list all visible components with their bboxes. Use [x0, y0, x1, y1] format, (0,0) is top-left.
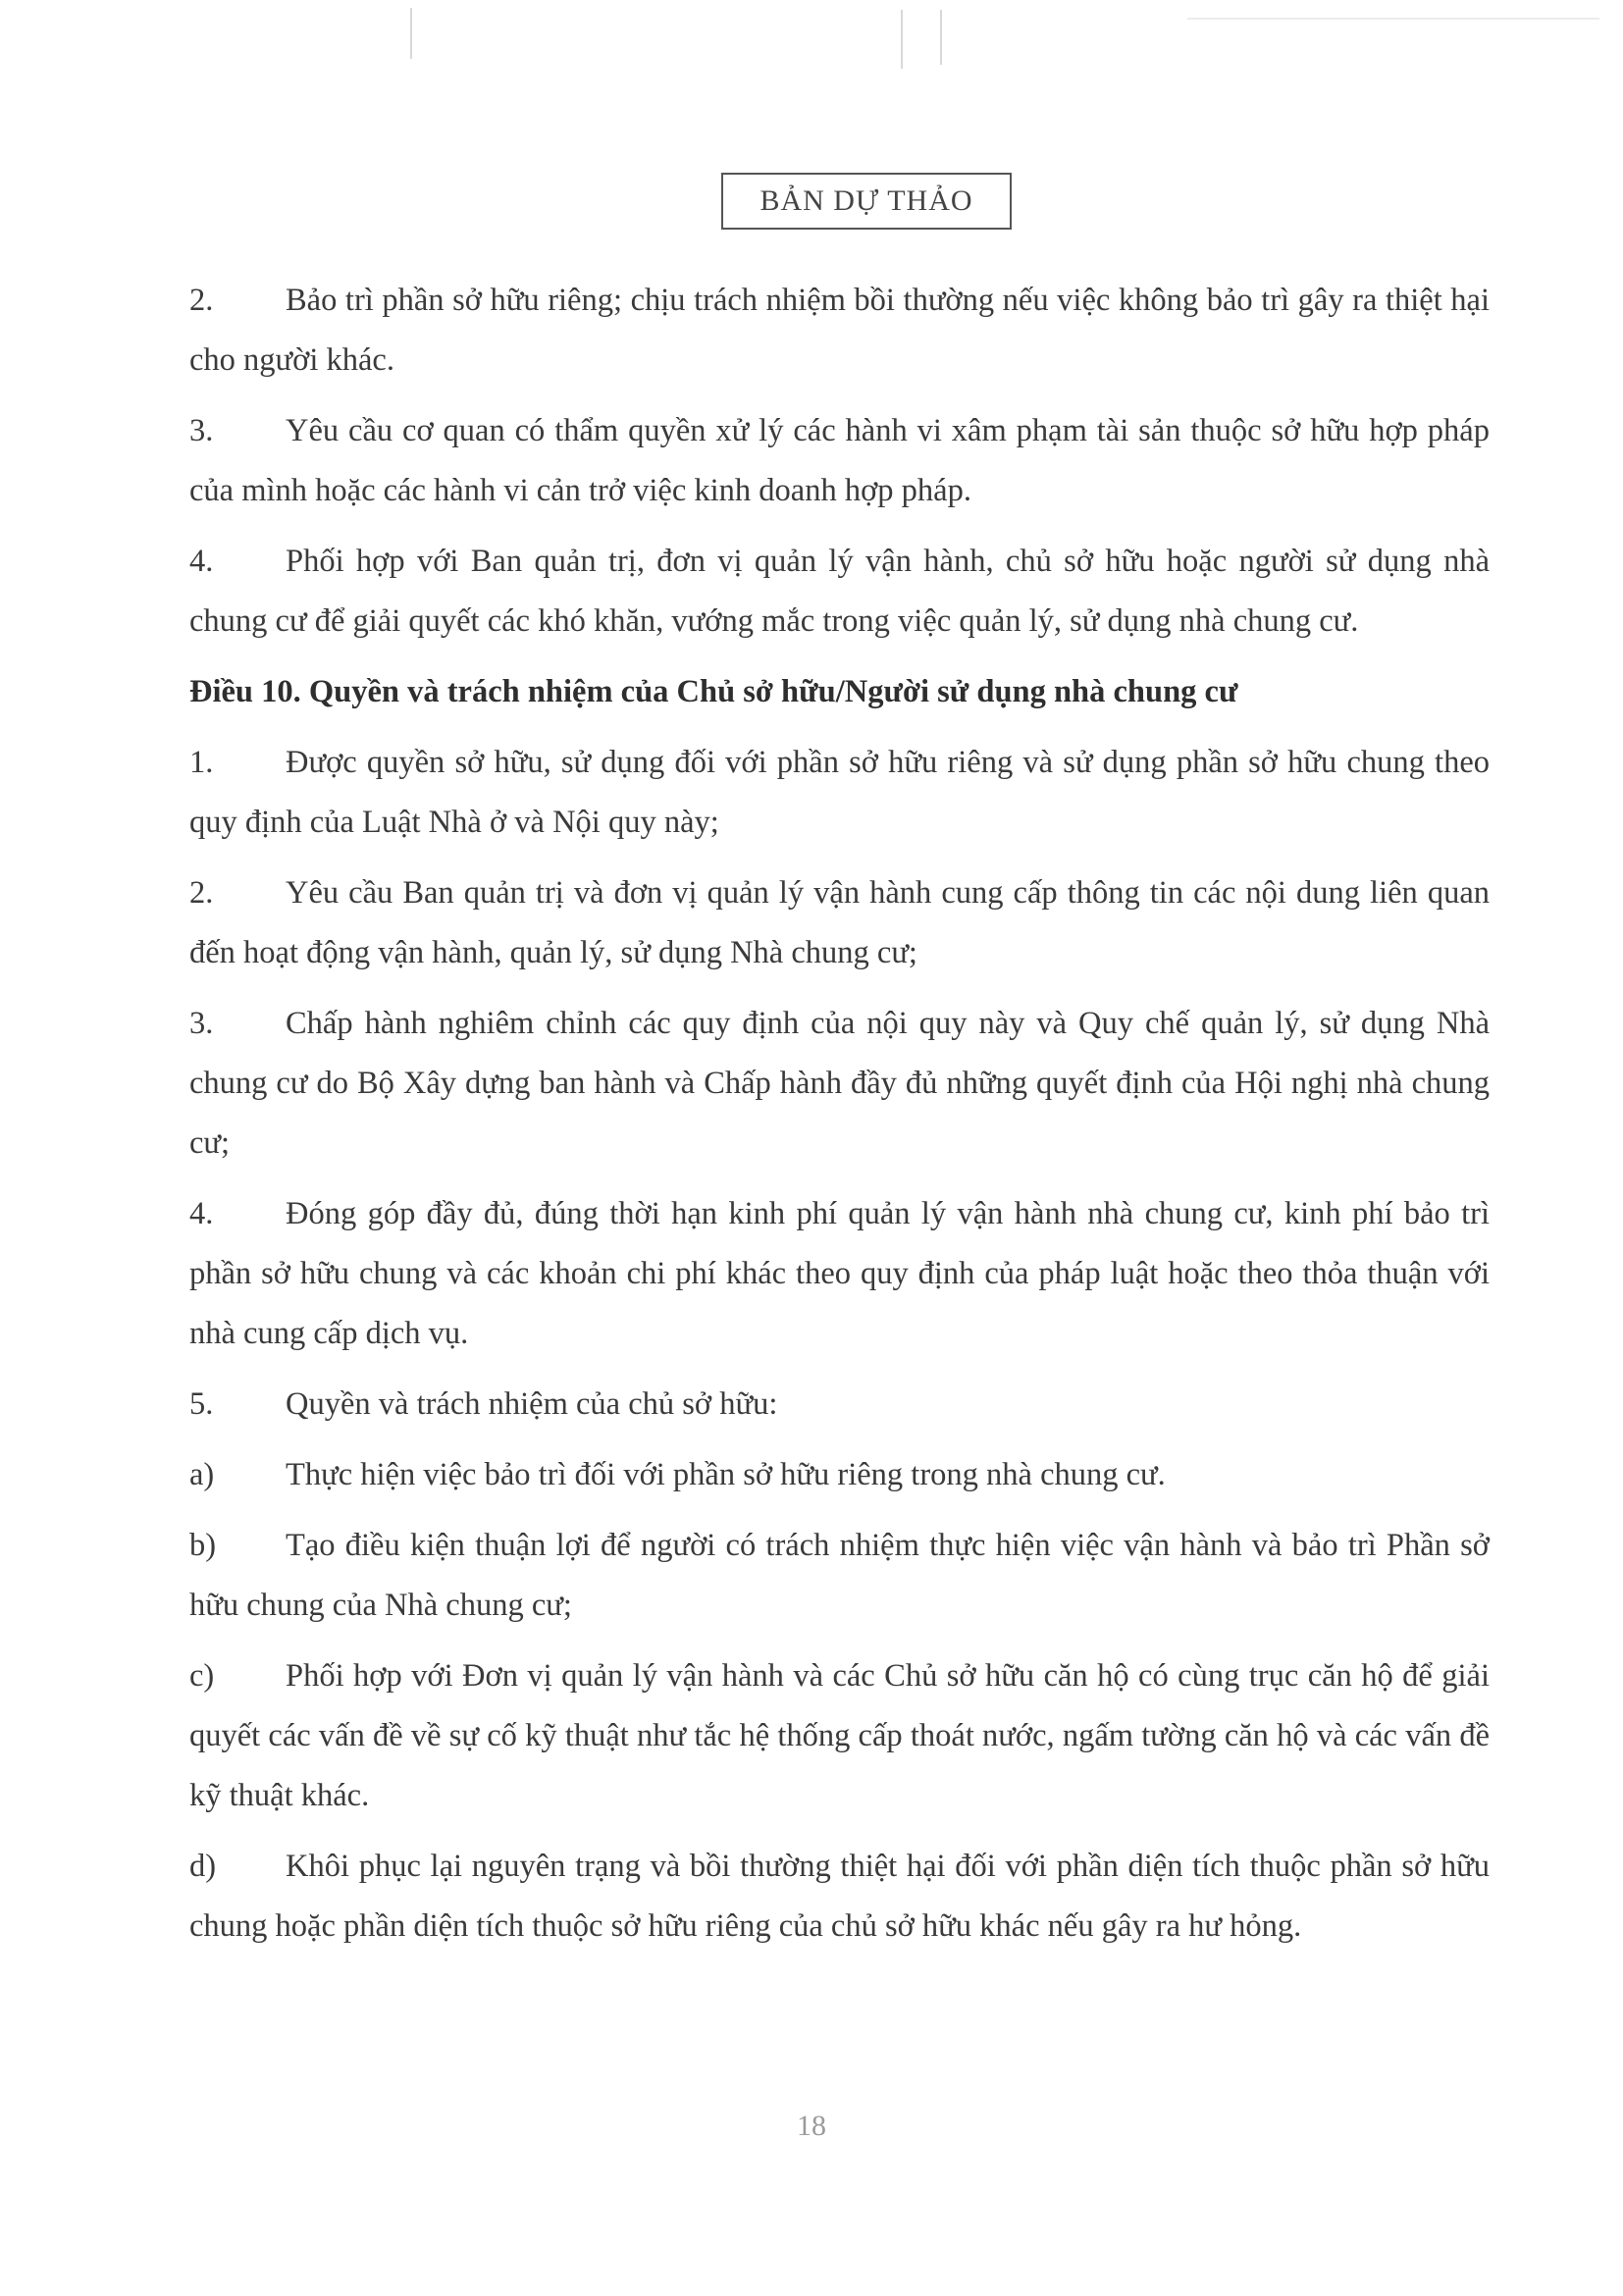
item-number: 5. [189, 1386, 214, 1422]
item-text: Yêu cầu Ban quản trị và đơn vị quản lý vận hành cung cấp thông tin các nội dung liên quan đến hoạt động vận hành, quản lý, sử dụng Nhà chung cư; [189, 875, 1490, 970]
list-item [189, 532, 1490, 652]
item-number: a) [189, 1457, 215, 1492]
item-number: c) [189, 1658, 215, 1694]
item-number: 2. [189, 875, 214, 911]
list-item [189, 1445, 1490, 1505]
item-text: Đóng góp đầy đủ, đúng thời hạn kinh phí quản lý vận hành nhà chung cư, kinh phí bảo trì phần sở hữu chung và các khoản chi phí khác theo quy định của pháp luật hoặc theo thỏa thuận với nhà cung cấp dịch vụ. [189, 1196, 1490, 1351]
item-text: Phối hợp với Ban quản trị, đơn vị quản lý vận hành, chủ sở hữu hoặc người sử dụng nhà chung cư để giải quyết các khó khăn, vướng mắc trong việc quản lý, sử dụng nhà chung cư. [189, 544, 1490, 639]
list-item [189, 994, 1490, 1174]
list-item [189, 863, 1490, 983]
list-item [189, 401, 1490, 521]
scan-artifact [901, 10, 903, 69]
list-item [189, 271, 1490, 391]
item-number: 4. [189, 544, 214, 579]
list-item [189, 1184, 1490, 1364]
item-number: 4. [189, 1196, 214, 1231]
item-text: Khôi phục lại nguyên trạng và bồi thường thiệt hại đối với phần diện tích thuộc phần sở hữu chung hoặc phần diện tích thuộc sở hữu riêng của chủ sở hữu khác nếu gây ra hư hỏng. [189, 1849, 1490, 1944]
item-text: Thực hiện việc bảo trì đối với phần sở hữu riêng trong nhà chung cư. [286, 1457, 1166, 1492]
item-text: Quyền và trách nhiệm của chủ sở hữu: [286, 1386, 778, 1422]
list-item [189, 1375, 1490, 1435]
scan-artifact [940, 10, 942, 65]
page-number: 18 [797, 2110, 826, 2142]
draft-stamp: BẢN DỰ THẢO [721, 173, 1012, 230]
scan-artifact [1187, 18, 1599, 20]
item-text: Chấp hành nghiêm chỉnh các quy định của nội quy này và Quy chế quản lý, sử dụng Nhà chung cư do Bộ Xây dựng ban hành và Chấp hành đầy đủ những quyết định của Hội nghị nhà chung cư; [189, 1006, 1490, 1161]
list-item [189, 1837, 1490, 1957]
item-number: 3. [189, 413, 214, 448]
document-body [189, 271, 1490, 1967]
scan-artifact [410, 8, 412, 59]
item-text: Tạo điều kiện thuận lợi để người có trách nhiệm thực hiện việc vận hành và bảo trì Phần sở hữu chung của Nhà chung cư; [189, 1528, 1490, 1623]
item-number: 1. [189, 745, 214, 780]
list-item [189, 1516, 1490, 1636]
item-text: Phối hợp với Đơn vị quản lý vận hành và các Chủ sở hữu căn hộ có cùng trục căn hộ để giải quyết các vấn đề về sự cố kỹ thuật như tắc hệ thống cấp thoát nước, ngấm tường căn hộ và các vấn đề kỹ thuật khác. [189, 1658, 1490, 1813]
list-item [189, 1646, 1490, 1826]
item-number: d) [189, 1849, 217, 1884]
item-number: 2. [189, 283, 214, 318]
item-text: Bảo trì phần sở hữu riêng; chịu trách nhiệm bồi thường nếu việc không bảo trì gây ra thiệt hại cho người khác. [189, 283, 1490, 378]
item-number: 3. [189, 1006, 214, 1041]
item-number: b) [189, 1528, 217, 1563]
article-heading: Điều 10. Quyền và trách nhiệm của Chủ sở hữu/Người sử dụng nhà chung cư [189, 674, 1238, 709]
list-item [189, 733, 1490, 853]
item-text: Được quyền sở hữu, sử dụng đối với phần sở hữu riêng và sử dụng phần sở hữu chung theo quy định của Luật Nhà ở và Nội quy này; [189, 745, 1490, 840]
item-text: Yêu cầu cơ quan có thẩm quyền xử lý các hành vi xâm phạm tài sản thuộc sở hữu hợp pháp của mình hoặc các hành vi cản trở việc kinh doanh hợp pháp. [189, 413, 1490, 508]
